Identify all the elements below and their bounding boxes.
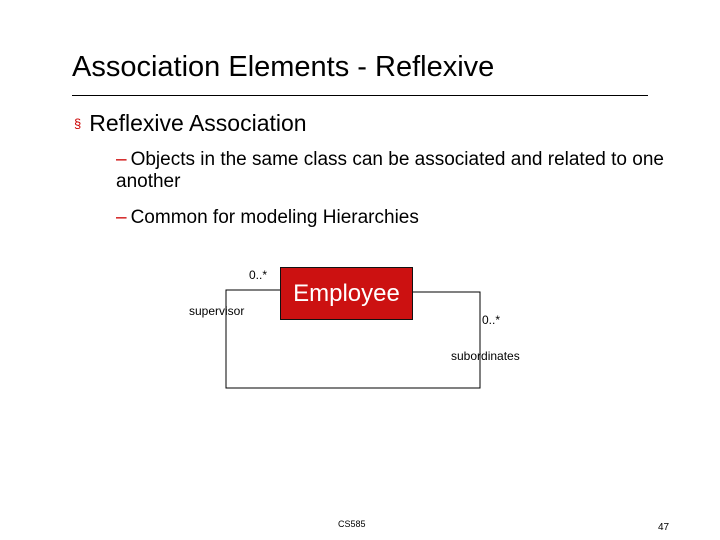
square-bullet-icon: § [74, 116, 82, 131]
supervisor-multiplicity: 0..* [249, 268, 268, 282]
sub-bullet-text: Common for modeling Hierarchies [130, 207, 419, 228]
dash-marker: – [116, 207, 127, 228]
page-number: 47 [658, 522, 670, 533]
dash-marker: – [116, 149, 127, 170]
footer-course: CS585 [338, 519, 366, 529]
sub-bullet-text: Objects in the same class can be associated and related to one another [116, 149, 664, 192]
subordinates-role: subordinates [451, 349, 520, 363]
class-name: Employee [293, 279, 400, 307]
supervisor-role: supervisor [189, 304, 245, 318]
bullet-text: Reflexive Association [89, 110, 307, 136]
slide-title: Association Elements - Reflexive [72, 51, 495, 83]
employee-class-box [280, 267, 413, 320]
subordinates-multiplicity: 0..* [482, 313, 501, 327]
